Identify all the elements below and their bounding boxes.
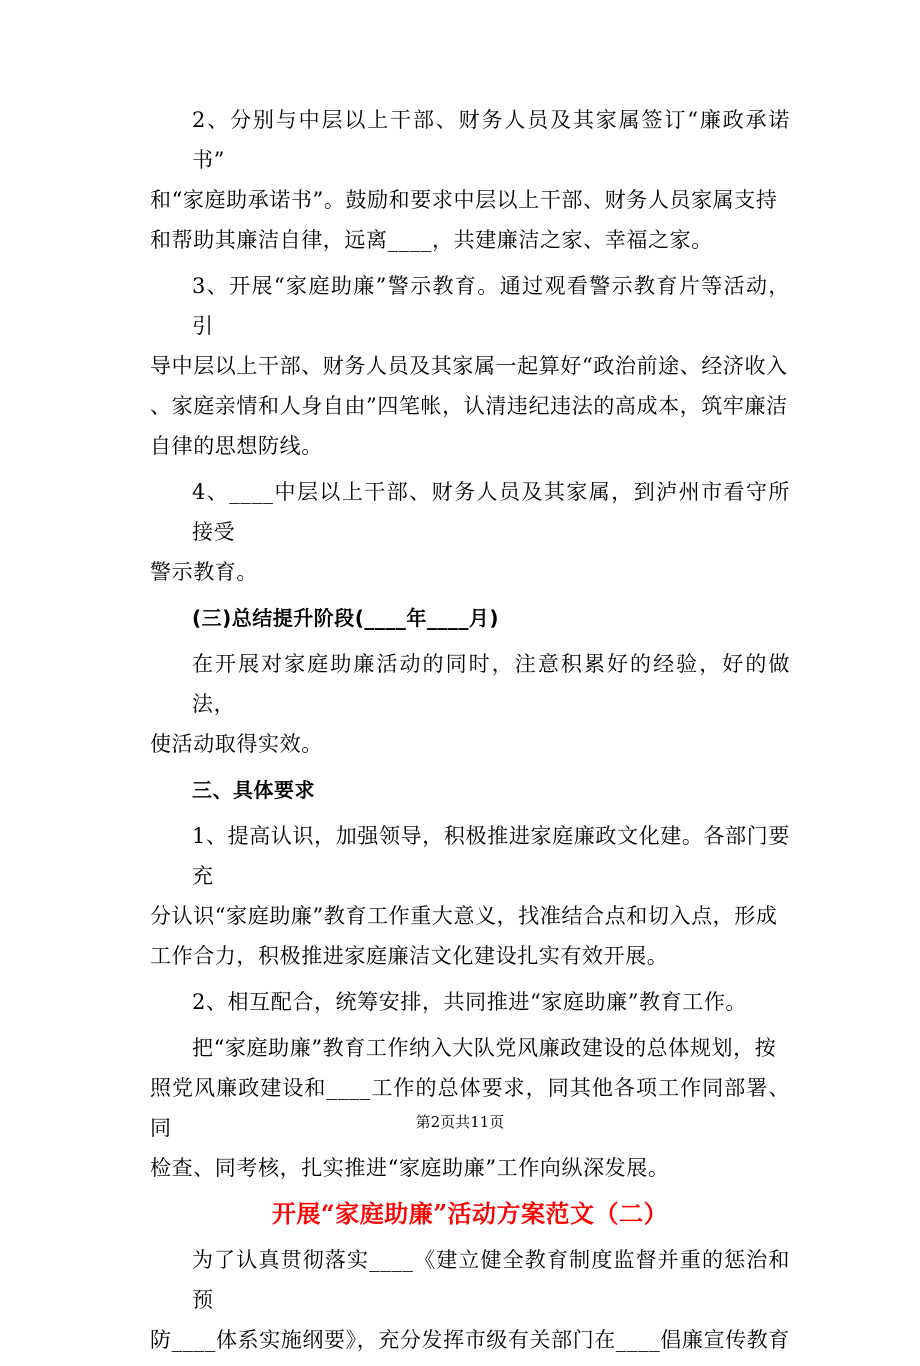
text-line: 自律的思想防线。 [150, 434, 323, 458]
text-line: 在开展对家庭助廉活动的同时，注意积累好的经验，好的做法， [192, 652, 790, 716]
text-line: 2、分别与中层以上干部、财务人员及其家属签订“廉政承诺书” [192, 108, 790, 172]
text-line: 和“家庭助承诺书”。鼓励和要求中层以上干部、财务人员家属支持 [150, 188, 778, 212]
requirement-1-paragraph [150, 816, 790, 976]
text-line: 使活动取得实效。 [150, 732, 323, 756]
text-line: 导中层以上干部、财务人员及其家属一起算好“政治前途、经济收入 [150, 354, 788, 378]
text-line: 检查、同考核，扎实推进“家庭助廉”工作向纵深发展。 [150, 1156, 670, 1180]
item-4-paragraph [150, 472, 790, 592]
text-line: 照党风廉政建设和____工作的总体要求，同其他各项工作同部署、同 [150, 1076, 790, 1140]
page-indicator: 第2页共11页 [415, 1113, 505, 1131]
text-line: 把“家庭助廉”教育工作纳入大队党风廉政建设的总体规划，按 [192, 1036, 777, 1060]
text-line: 分认识“家庭助廉”教育工作重大意义，找准结合点和切入点，形成 [150, 904, 778, 928]
text-line: 工作合力，积极推进家庭廉洁文化建设扎实有效开展。 [150, 944, 669, 968]
requirements-heading: 三、具体要求 [192, 778, 315, 802]
second-plan-intro-paragraph [150, 1240, 790, 1360]
item-2-paragraph [150, 100, 790, 260]
second-plan-title: 开展“家庭助廉”活动方案范文（二） [271, 1199, 669, 1228]
stage-3-paragraph [150, 644, 790, 764]
text-line: 3、开展“家庭助廉”警示教育。通过观看警示教育片等活动，引 [192, 274, 790, 338]
text-line: 1、提高认识，加强领导，积极推进家庭廉政文化建。各部门要充 [192, 824, 790, 888]
requirement-2-detail-paragraph [150, 1028, 790, 1188]
text-line: 2、相互配合，统筹安排，共同推进“家庭助廉”教育工作。 [192, 990, 748, 1014]
text-line: 为了认真贯彻落实____《建立健全教育制度监督并重的惩治和预 [192, 1248, 790, 1312]
text-line: 、家庭亲情和人身自由”四笔帐，认清违纪违法的高成本，筑牢廉洁 [150, 394, 788, 418]
item-3-paragraph [150, 266, 790, 466]
text-line: 4、____中层以上干部、财务人员及其家属，到泸州市看守所接受 [192, 480, 790, 544]
text-line: 和帮助其廉洁自律，远离____，共建廉洁之家、幸福之家。 [150, 228, 713, 252]
text-line: 警示教育。 [150, 560, 258, 584]
text-line: 防____体系实施纲要》，充分发挥市级有关部门在____倡廉宣传教育 [150, 1328, 790, 1352]
stage-3-heading: (三)总结提升阶段(____年____月) [192, 606, 500, 630]
document-body [150, 100, 790, 1366]
requirement-2-paragraph [150, 982, 790, 1022]
